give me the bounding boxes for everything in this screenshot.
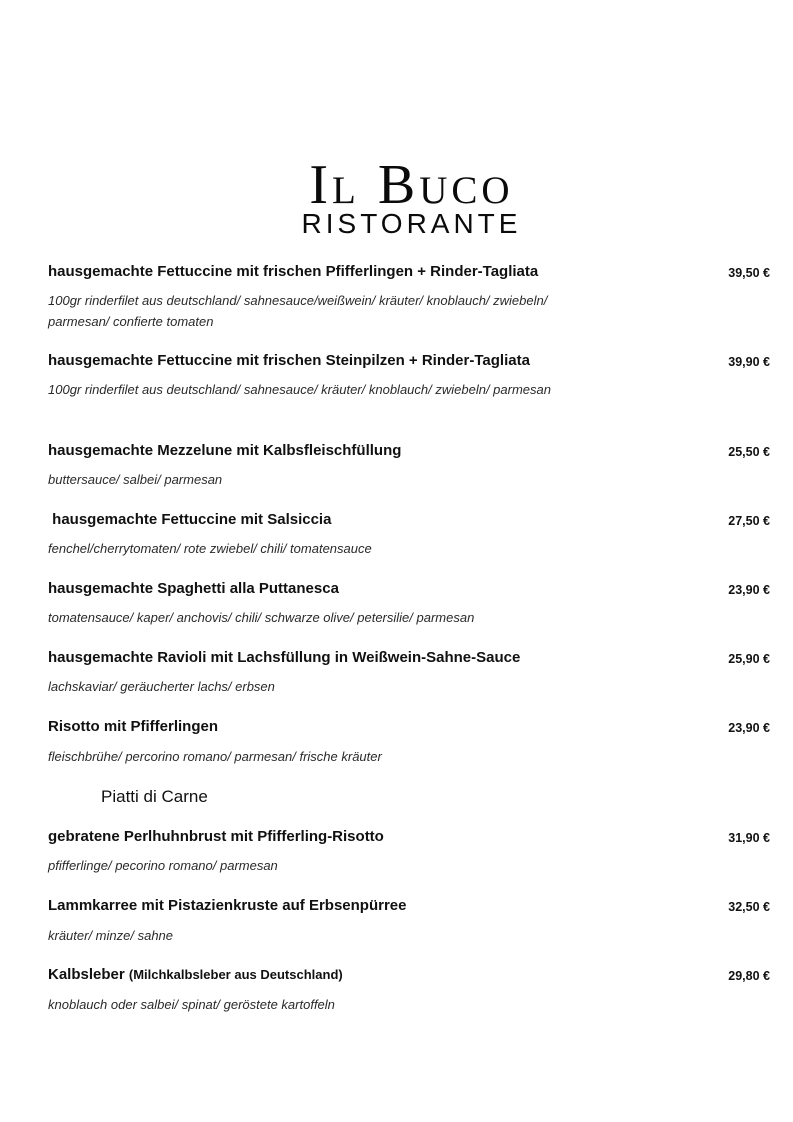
menu-item-price: 39,90 € [728,355,770,369]
menu-item-description: 100gr rinderfilet aus deutschland/ sahnesauce/ kräuter/ knoblauch/ zwiebeln/ parmesan [48,382,551,397]
menu-item-price: 25,50 € [728,445,770,459]
menu-item-price: 25,90 € [728,652,770,666]
menu-item-name: hausgemachte Spaghetti alla Puttanesca [48,580,339,597]
menu-item-description: tomatensauce/ kaper/ anchovis/ chili/ schwarze olive/ petersilie/ parmesan [48,610,475,625]
menu-item-description: lachskaviar/ geräucherter lachs/ erbsen [48,679,275,694]
menu-item-description: fenchel/cherrytomaten/ rote zwiebel/ chili/ tomatensauce [48,541,372,556]
menu-item-price: 32,50 € [728,900,770,914]
menu-item-price: 27,50 € [728,514,770,528]
section-heading: Piatti di Carne [101,787,208,806]
menu-item-name: hausgemachte Fettuccine mit Salsiccia [48,511,332,528]
menu-item-description: 100gr rinderfilet aus deutschland/ sahnesauce/weißwein/ kräuter/ knoblauch/ zwiebeln/ parmesan/ confierte tomaten [48,293,548,329]
menu-item-name: Lammkarree mit Pistazienkruste auf Erbsenpürree [48,897,407,914]
menu-item-name: hausgemachte Fettuccine mit frischen Steinpilzen + Rinder-Tagliata [48,352,530,369]
menu-item-price: 23,90 € [728,721,770,735]
menu-item-price: 23,90 € [728,583,770,597]
menu-item-name-main: Kalbsleber [48,966,125,983]
menu-item-price: 29,80 € [728,969,770,983]
menu-item-description: buttersauce/ salbei/ parmesan [48,472,223,487]
menu-item-name [48,965,343,985]
menu-item-price: 31,90 € [728,831,770,845]
menu-item-description: fleischbrühe/ percorino romano/ parmesan/ frische kräuter [48,749,382,764]
menu-item-name: hausgemachte Fettuccine mit frischen Pfifferlingen + Rinder-Tagliata [48,263,539,280]
menu-item-description: pfifferlinge/ pecorino romano/ parmesan [48,858,278,873]
logo-title: Il Buco [309,154,514,216]
menu-item-name: hausgemachte Mezzelune mit Kalbsfleischfüllung [48,442,402,459]
logo-subtitle: RISTORANTE [301,208,522,239]
menu-item-name-note: (Milchkalbsleber aus Deutschland) [128,967,343,982]
menu-item-description: kräuter/ minze/ sahne [48,928,174,943]
menu-item-description: knoblauch oder salbei/ spinat/ geröstete kartoffeln [48,997,335,1012]
menu-item-price: 39,50 € [728,266,770,280]
menu-item-name: gebratene Perlhuhnbrust mit Pfifferling-Risotto [48,828,384,845]
menu-item-name: hausgemachte Ravioli mit Lachsfüllung in Weißwein-Sahne-Sauce [48,649,521,666]
menu-item-name: Risotto mit Pfifferlingen [48,718,218,735]
